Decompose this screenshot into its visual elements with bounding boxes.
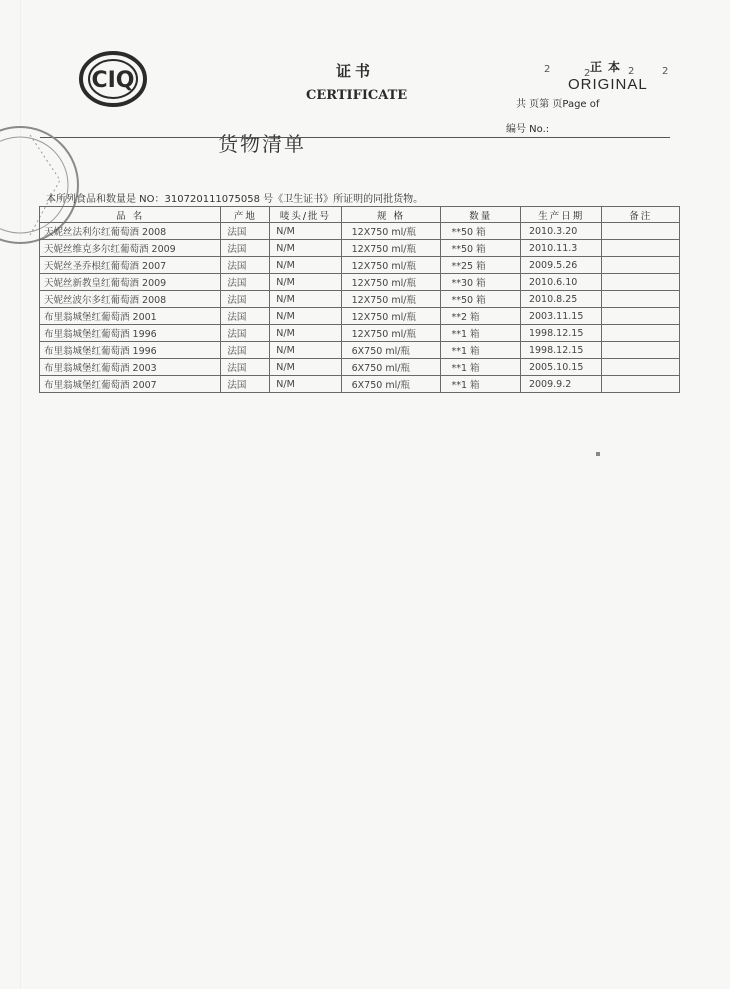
marks-cell: N/M xyxy=(270,376,341,393)
table-row xyxy=(40,274,680,291)
product-name-cell: 天妮丝波尔多红葡萄酒 2008 xyxy=(40,291,221,308)
table-row xyxy=(40,308,680,325)
origin-cell: 法国 xyxy=(221,308,270,325)
spec-cell: 6X750 ml/瓶 xyxy=(341,342,441,359)
header-divider xyxy=(40,137,670,138)
origin-cell: 法国 xyxy=(221,342,270,359)
quantity-cell: **2 箱 xyxy=(441,308,520,325)
table-row xyxy=(40,240,680,257)
document-title: 货物清单 xyxy=(218,132,306,156)
certificate-title-cn: 证书 xyxy=(336,62,375,80)
product-name-cell: 布里翁城堡红葡萄酒 1996 xyxy=(40,325,221,342)
marks-cell: N/M xyxy=(270,325,341,342)
page-number: 2 xyxy=(584,68,591,79)
remarks-cell xyxy=(602,342,680,359)
origin-cell: 法国 xyxy=(221,240,270,257)
column-header: 生产日期 xyxy=(520,207,602,223)
marks-cell: N/M xyxy=(270,274,341,291)
column-header: 规 格 xyxy=(341,207,441,223)
production-date-cell: 2009.5.26 xyxy=(520,257,602,274)
table-row xyxy=(40,342,680,359)
remarks-cell xyxy=(602,325,680,342)
spec-cell: 12X750 ml/瓶 xyxy=(341,257,441,274)
goods-table xyxy=(39,206,680,393)
marks-cell: N/M xyxy=(270,257,341,274)
origin-cell: 法国 xyxy=(221,274,270,291)
quantity-cell: **1 箱 xyxy=(441,342,520,359)
column-header: 唛头/批号 xyxy=(270,207,341,223)
spec-cell: 12X750 ml/瓶 xyxy=(341,308,441,325)
table-header-row xyxy=(40,207,680,223)
product-name-cell: 天妮丝法利尔红葡萄酒 2008 xyxy=(40,223,221,240)
production-date-cell: 2005.10.15 xyxy=(520,359,602,376)
origin-cell: 法国 xyxy=(221,359,270,376)
quantity-cell: **1 箱 xyxy=(441,376,520,393)
marks-cell: N/M xyxy=(270,291,341,308)
page-number: 2 xyxy=(628,66,635,77)
origin-cell: 法国 xyxy=(221,257,270,274)
spec-cell: 12X750 ml/瓶 xyxy=(341,223,441,240)
quantity-cell: **25 箱 xyxy=(441,257,520,274)
table-row xyxy=(40,291,680,308)
table-row xyxy=(40,223,680,240)
scan-speck xyxy=(596,452,600,456)
origin-cell: 法国 xyxy=(221,223,270,240)
column-header: 产地 xyxy=(221,207,270,223)
product-name-cell: 天妮丝圣乔根红葡萄酒 2007 xyxy=(40,257,221,274)
quantity-cell: **1 箱 xyxy=(441,359,520,376)
table-row xyxy=(40,359,680,376)
quantity-cell: **50 箱 xyxy=(441,240,520,257)
production-date-cell: 2010.3.20 xyxy=(520,223,602,240)
remarks-cell xyxy=(602,376,680,393)
ciq-logo-icon xyxy=(78,50,148,108)
table-row xyxy=(40,325,680,342)
remarks-cell xyxy=(602,359,680,376)
table-row xyxy=(40,257,680,274)
product-name-cell: 布里翁城堡红葡萄酒 2007 xyxy=(40,376,221,393)
remarks-cell xyxy=(602,223,680,240)
original-label-en: ORIGINAL xyxy=(568,76,648,93)
product-name-cell: 布里翁城堡红葡萄酒 2001 xyxy=(40,308,221,325)
origin-cell: 法国 xyxy=(221,376,270,393)
goods-statement: 本所列食品和数量是 NO：310720111075058 号《卫生证书》所证明的同批货物。 xyxy=(46,194,424,205)
quantity-cell: **30 箱 xyxy=(441,274,520,291)
marks-cell: N/M xyxy=(270,359,341,376)
page-number: 2 xyxy=(544,64,551,75)
column-header: 数量 xyxy=(441,207,520,223)
remarks-cell xyxy=(602,257,680,274)
product-name-cell: 布里翁城堡红葡萄酒 1996 xyxy=(40,342,221,359)
page-count-label: 共 页第 页Page of xyxy=(516,99,600,110)
spec-cell: 12X750 ml/瓶 xyxy=(341,274,441,291)
table-row xyxy=(40,376,680,393)
certificate-title-en: CERTIFICATE xyxy=(306,88,408,103)
remarks-cell xyxy=(602,240,680,257)
marks-cell: N/M xyxy=(270,308,341,325)
column-header: 品 名 xyxy=(40,207,221,223)
spec-cell: 12X750 ml/瓶 xyxy=(341,240,441,257)
product-name-cell: 天妮丝维克多尔红葡萄酒 2009 xyxy=(40,240,221,257)
production-date-cell: 2010.6.10 xyxy=(520,274,602,291)
logo-text: CIQ xyxy=(91,68,135,93)
remarks-cell xyxy=(602,308,680,325)
marks-cell: N/M xyxy=(270,240,341,257)
product-name-cell: 布里翁城堡红葡萄酒 2003 xyxy=(40,359,221,376)
quantity-cell: **50 箱 xyxy=(441,291,520,308)
quantity-cell: **1 箱 xyxy=(441,325,520,342)
original-label-cn: 正本 xyxy=(590,60,627,74)
production-date-cell: 2003.11.15 xyxy=(520,308,602,325)
remarks-cell xyxy=(602,274,680,291)
column-header: 备注 xyxy=(602,207,680,223)
production-date-cell: 1998.12.15 xyxy=(520,342,602,359)
remarks-cell xyxy=(602,291,680,308)
spec-cell: 12X750 ml/瓶 xyxy=(341,325,441,342)
production-date-cell: 2010.11.3 xyxy=(520,240,602,257)
origin-cell: 法国 xyxy=(221,291,270,308)
spec-cell: 6X750 ml/瓶 xyxy=(341,359,441,376)
marks-cell: N/M xyxy=(270,223,341,240)
marks-cell: N/M xyxy=(270,342,341,359)
origin-cell: 法国 xyxy=(221,325,270,342)
product-name-cell: 天妮丝新教皇红葡萄酒 2009 xyxy=(40,274,221,291)
page-number: 2 xyxy=(662,66,669,77)
production-date-cell: 2010.8.25 xyxy=(520,291,602,308)
production-date-cell: 1998.12.15 xyxy=(520,325,602,342)
spec-cell: 6X750 ml/瓶 xyxy=(341,376,441,393)
spec-cell: 12X750 ml/瓶 xyxy=(341,291,441,308)
quantity-cell: **50 箱 xyxy=(441,223,520,240)
certificate-number-label: 编号 No.: xyxy=(506,124,550,135)
production-date-cell: 2009.9.2 xyxy=(520,376,602,393)
